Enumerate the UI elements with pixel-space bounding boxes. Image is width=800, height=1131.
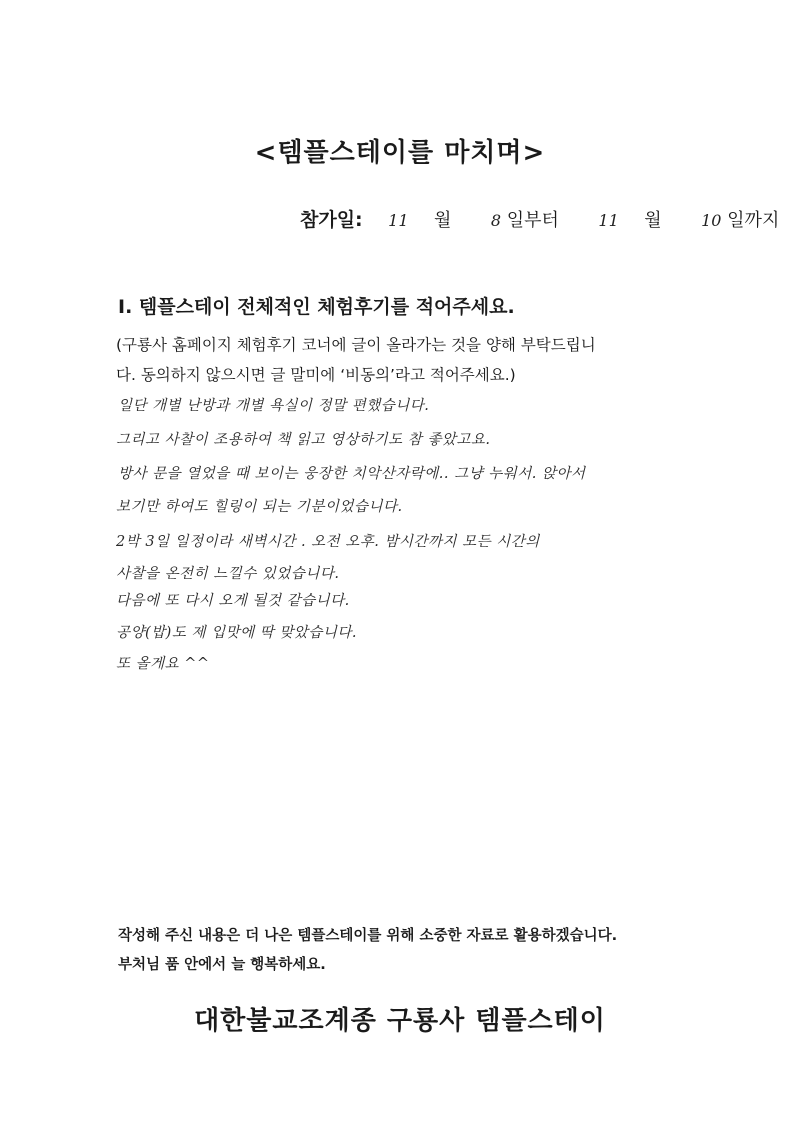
review-line: 일단 개별 난방과 개별 욕실이 정말 편했습니다.: [118, 398, 430, 414]
question-heading: Ⅰ. 템플스테이 전체적인 체험후기를 적어주세요.: [118, 296, 515, 318]
consent-note-line-2: 다. 동의하지 않으시면 글 말미에 ‘비동의’라고 적어주세요.): [116, 366, 516, 384]
end-day: 10: [701, 211, 722, 230]
footer-blessing: 부처님 품 안에서 늘 행복하세요.: [118, 957, 326, 973]
dates-label: 참가일:: [300, 209, 363, 231]
to-word: 일까지: [727, 210, 780, 231]
review-line: 보기만 하여도 힐링이 되는 기분이었습니다.: [116, 499, 403, 515]
month-word-2: 월: [644, 210, 662, 231]
start-day: 8: [490, 211, 502, 230]
document-title: <템플스테이를 마치며>: [254, 138, 546, 168]
review-line: 2박 3일 일정이라 새벽시간 . 오전 오후. 밤시간까지 모든 시간의: [116, 534, 540, 550]
review-line: 공양(밥)도 제 입맛에 딱 맞았습니다.: [116, 625, 357, 641]
review-line: 또 올게요 ^^: [116, 656, 210, 672]
participation-dates: [300, 205, 779, 232]
consent-note-line-1: (구룡사 홈페이지 체험후기 코너에 글이 올라가는 것을 양해 부탁드립니: [116, 336, 596, 354]
start-month: 11: [388, 211, 409, 230]
organization-name: 대한불교조계종 구룡사 템플스테이: [194, 1006, 606, 1036]
review-line: 방사 문을 열었을 때 보이는 웅장한 치악산자락에.. 그냥 누워서. 앉아서: [118, 466, 586, 482]
review-line: 다음에 또 다시 오게 될것 같습니다.: [116, 593, 350, 609]
month-word-1: 월: [433, 210, 452, 231]
review-line: 그리고 사찰이 조용하여 책 읽고 영상하기도 참 좋았고요.: [116, 432, 491, 448]
from-word: 일부터: [506, 210, 559, 231]
end-month: 11: [598, 211, 619, 230]
footer-thanks: 작성해 주신 내용은 더 나은 템플스테이를 위해 소중한 자료로 활용하겠습니다.: [118, 928, 618, 944]
review-line: 사찰을 온전히 느낄수 있었습니다.: [116, 566, 340, 582]
